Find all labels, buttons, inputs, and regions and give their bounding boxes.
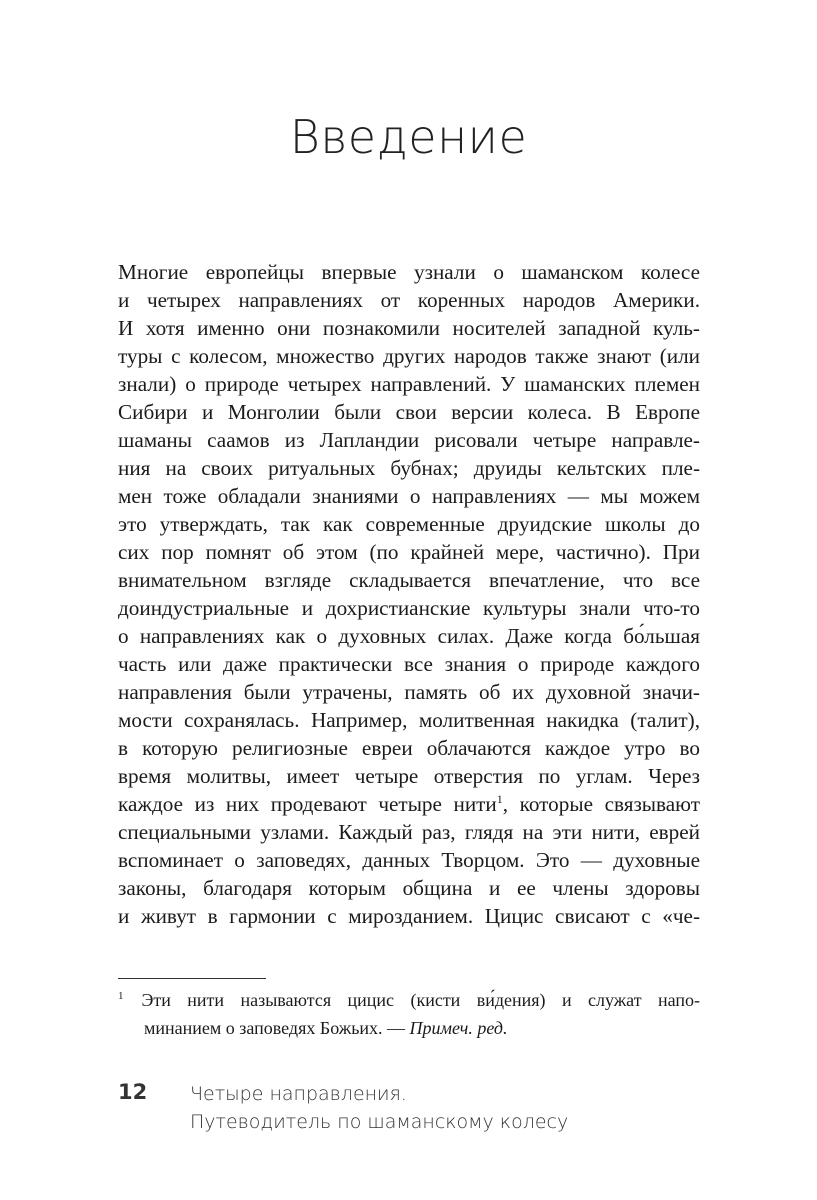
body-line: шаманы саамов из Лапландии рисовали четыре направле- — [118, 428, 700, 452]
footnote-line — [118, 986, 700, 1014]
body-line: туры с колесом, множество других народов также знают (или — [118, 344, 700, 368]
body-line: законы, благодаря которым община и ее члены здоровы — [118, 876, 700, 900]
body-line: о направлениях как о духовных силах. Даже когда бо́льшая — [118, 624, 700, 648]
book-title-line: Четыре направления. — [190, 1083, 407, 1105]
footnote-text: минанием о заповедях Божьих. — — [144, 1018, 410, 1038]
footnote — [118, 986, 700, 1042]
book-title — [190, 1080, 670, 1136]
body-line: мен тоже обладали знаниями о направлениях — мы можем — [118, 484, 700, 508]
body-line: часть или даже практически все знания о природе каждого — [118, 652, 700, 676]
body-line: Многие европейцы впервые узнали о шаманском колесе — [118, 260, 700, 284]
body-line: И хотя именно они познакомили носителей западной куль- — [118, 316, 700, 340]
footnote-divider — [118, 978, 266, 979]
footnote-text: Эти нити называются цицис (кисти ви́дения) и служат напо- — [141, 990, 700, 1010]
footnote-number: 1 — [118, 990, 124, 1002]
body-line: ния на своих ритуальных бубнах; друиды кельтских пле- — [118, 456, 700, 480]
body-line: доиндустриальные и дохристианские культуры знали что-то — [118, 596, 700, 620]
body-line: внимательном взгляде складывается впечатление, что все — [118, 568, 700, 592]
body-line-with-footnote — [118, 790, 700, 818]
chapter-title: Введение — [289, 110, 528, 164]
body-line: время молитвы, имеет четыре отверстия по углам. Через — [118, 764, 700, 788]
body-line: знали) о природе четырех направлений. У шаманских племен — [118, 372, 700, 396]
footnote-reference[interactable]: 1 — [496, 791, 503, 806]
body-line: это утверждать, так как современные друидские школы до — [118, 512, 700, 536]
body-line-tail: , которые связывают — [502, 792, 700, 816]
body-line-head: каждое из них продевают четыре нити — [118, 792, 497, 816]
body-line: вспоминает о заповедях, данных Творцом. Это — духовные — [118, 848, 700, 872]
body-line: специальными узлами. Каждый раз, глядя на эти нити, еврей — [118, 820, 700, 844]
body-line: мости сохранялась. Например, молитвенная накидка (талит), — [118, 708, 700, 732]
editor-note: Примеч. ред. — [409, 1018, 508, 1038]
book-title-line: Путеводитель по шаманскому колесу — [190, 1111, 569, 1133]
body-line: Сибири и Монголии были свои версии колеса. В Европе — [118, 400, 700, 424]
body-text — [118, 258, 700, 930]
body-line: и четырех направлениях от коренных народов Америки. — [118, 288, 700, 312]
body-line: направления были утрачены, память об их духовной значи- — [118, 680, 700, 704]
body-line: в которую религиозные евреи облачаются каждое утро во — [118, 736, 700, 760]
footnote-line — [118, 1014, 700, 1042]
body-line: сих пор помнят об этом (по крайней мере, частично). При — [118, 540, 700, 564]
body-line: и живут в гармонии с мирозданием. Цицис свисают с «че- — [118, 904, 700, 928]
page-number: 12 — [118, 1080, 148, 1104]
